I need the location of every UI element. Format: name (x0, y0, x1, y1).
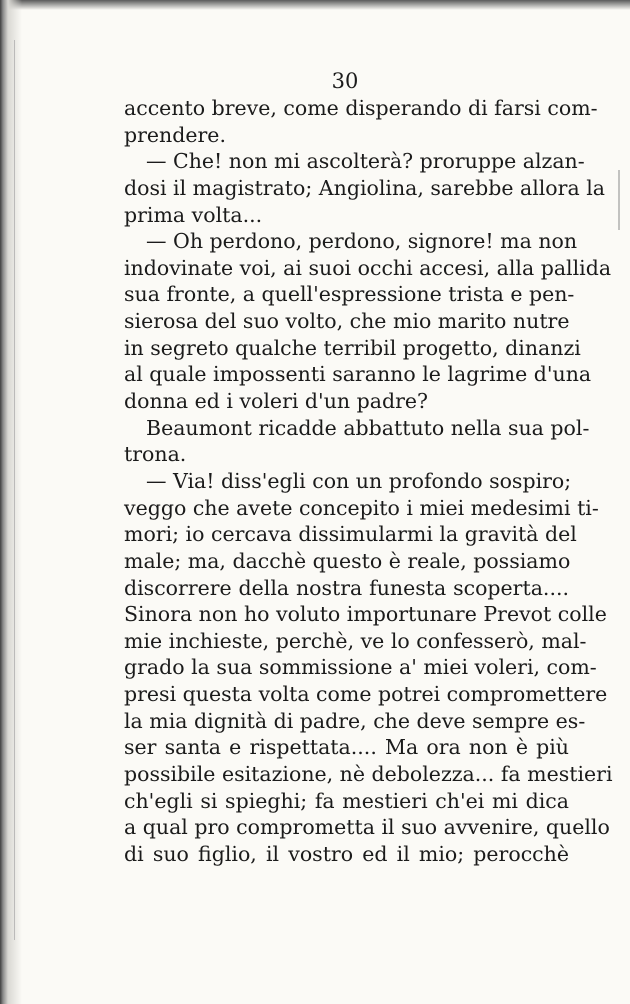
text-line: grado la sua sommissione a' miei voleri, com- (124, 655, 597, 680)
text-line: mori; io cercava dissimularmi la gravità del (124, 522, 577, 547)
text-line: Beaumont ricadde abbattuto nella sua pol- (146, 415, 590, 440)
text-line: al quale impossenti saranno le lagrime d'una (124, 362, 592, 387)
text-line: veggo che avete concepito i miei medesimi ti- (124, 495, 599, 520)
text-line: male; ma, dacchè questo è reale, possiamo (124, 548, 571, 573)
text-line: trona. (124, 442, 187, 467)
text-line: Sinora non ho voluto importunare Prevot colle (124, 602, 607, 627)
text-line: accento breve, come disperando di farsi com- (124, 96, 598, 120)
text-line: indovinate voi, ai suoi occhi accesi, alla pallida (124, 255, 612, 280)
body-text (124, 95, 613, 868)
text-line: presi questa volta come potrei compromettere (124, 682, 608, 707)
text-line: — Che! non mi ascolterà? proruppe alzan- (146, 149, 585, 174)
scan-gutter-line (14, 40, 15, 940)
text-line: discorrere della nostra funesta scoperta.... (124, 575, 569, 600)
text-line: donna ed i voleri d'un padre? (124, 389, 429, 414)
text-line: possibile esitazione, nè debolezza... fa mestieri (124, 762, 613, 787)
text-line: sierosa del suo volto, che mio marito nutre (124, 309, 570, 334)
scan-left-edge (0, 0, 22, 1004)
text-line: ch'egli si spieghi; fa mestieri ch'ei mi dica (124, 788, 569, 813)
text-line: prendere. (124, 122, 226, 147)
scan-right-mark (618, 170, 620, 230)
text-line: in segreto qualche terribil progetto, dinanzi (124, 335, 581, 360)
text-line: sua fronte, a quell'espressione trista e pen- (124, 282, 575, 307)
scan-top-shadow (0, 0, 630, 10)
text-line: dosi il magistrato; Angiolina, sarebbe allora la (124, 175, 605, 200)
text-line: — Via! diss'egli con un profondo sospiro; (146, 468, 572, 493)
text-line: prima volta... (124, 202, 263, 227)
text-line: ser santa e rispettata.... Ma ora non è più (124, 735, 569, 760)
text-line: la mia dignità di padre, che deve sempre es- (124, 708, 586, 733)
text-line: di suo figlio, il vostro ed il mio; perocchè (124, 841, 569, 866)
text-line: mie inchieste, perchè, ve lo confesserò, mal- (124, 628, 587, 653)
page-number: 30 (331, 69, 359, 93)
text-line: — Oh perdono, perdono, signore! ma non (146, 229, 578, 254)
text-line: a qual pro comprometta il suo avvenire, quello (124, 815, 610, 840)
